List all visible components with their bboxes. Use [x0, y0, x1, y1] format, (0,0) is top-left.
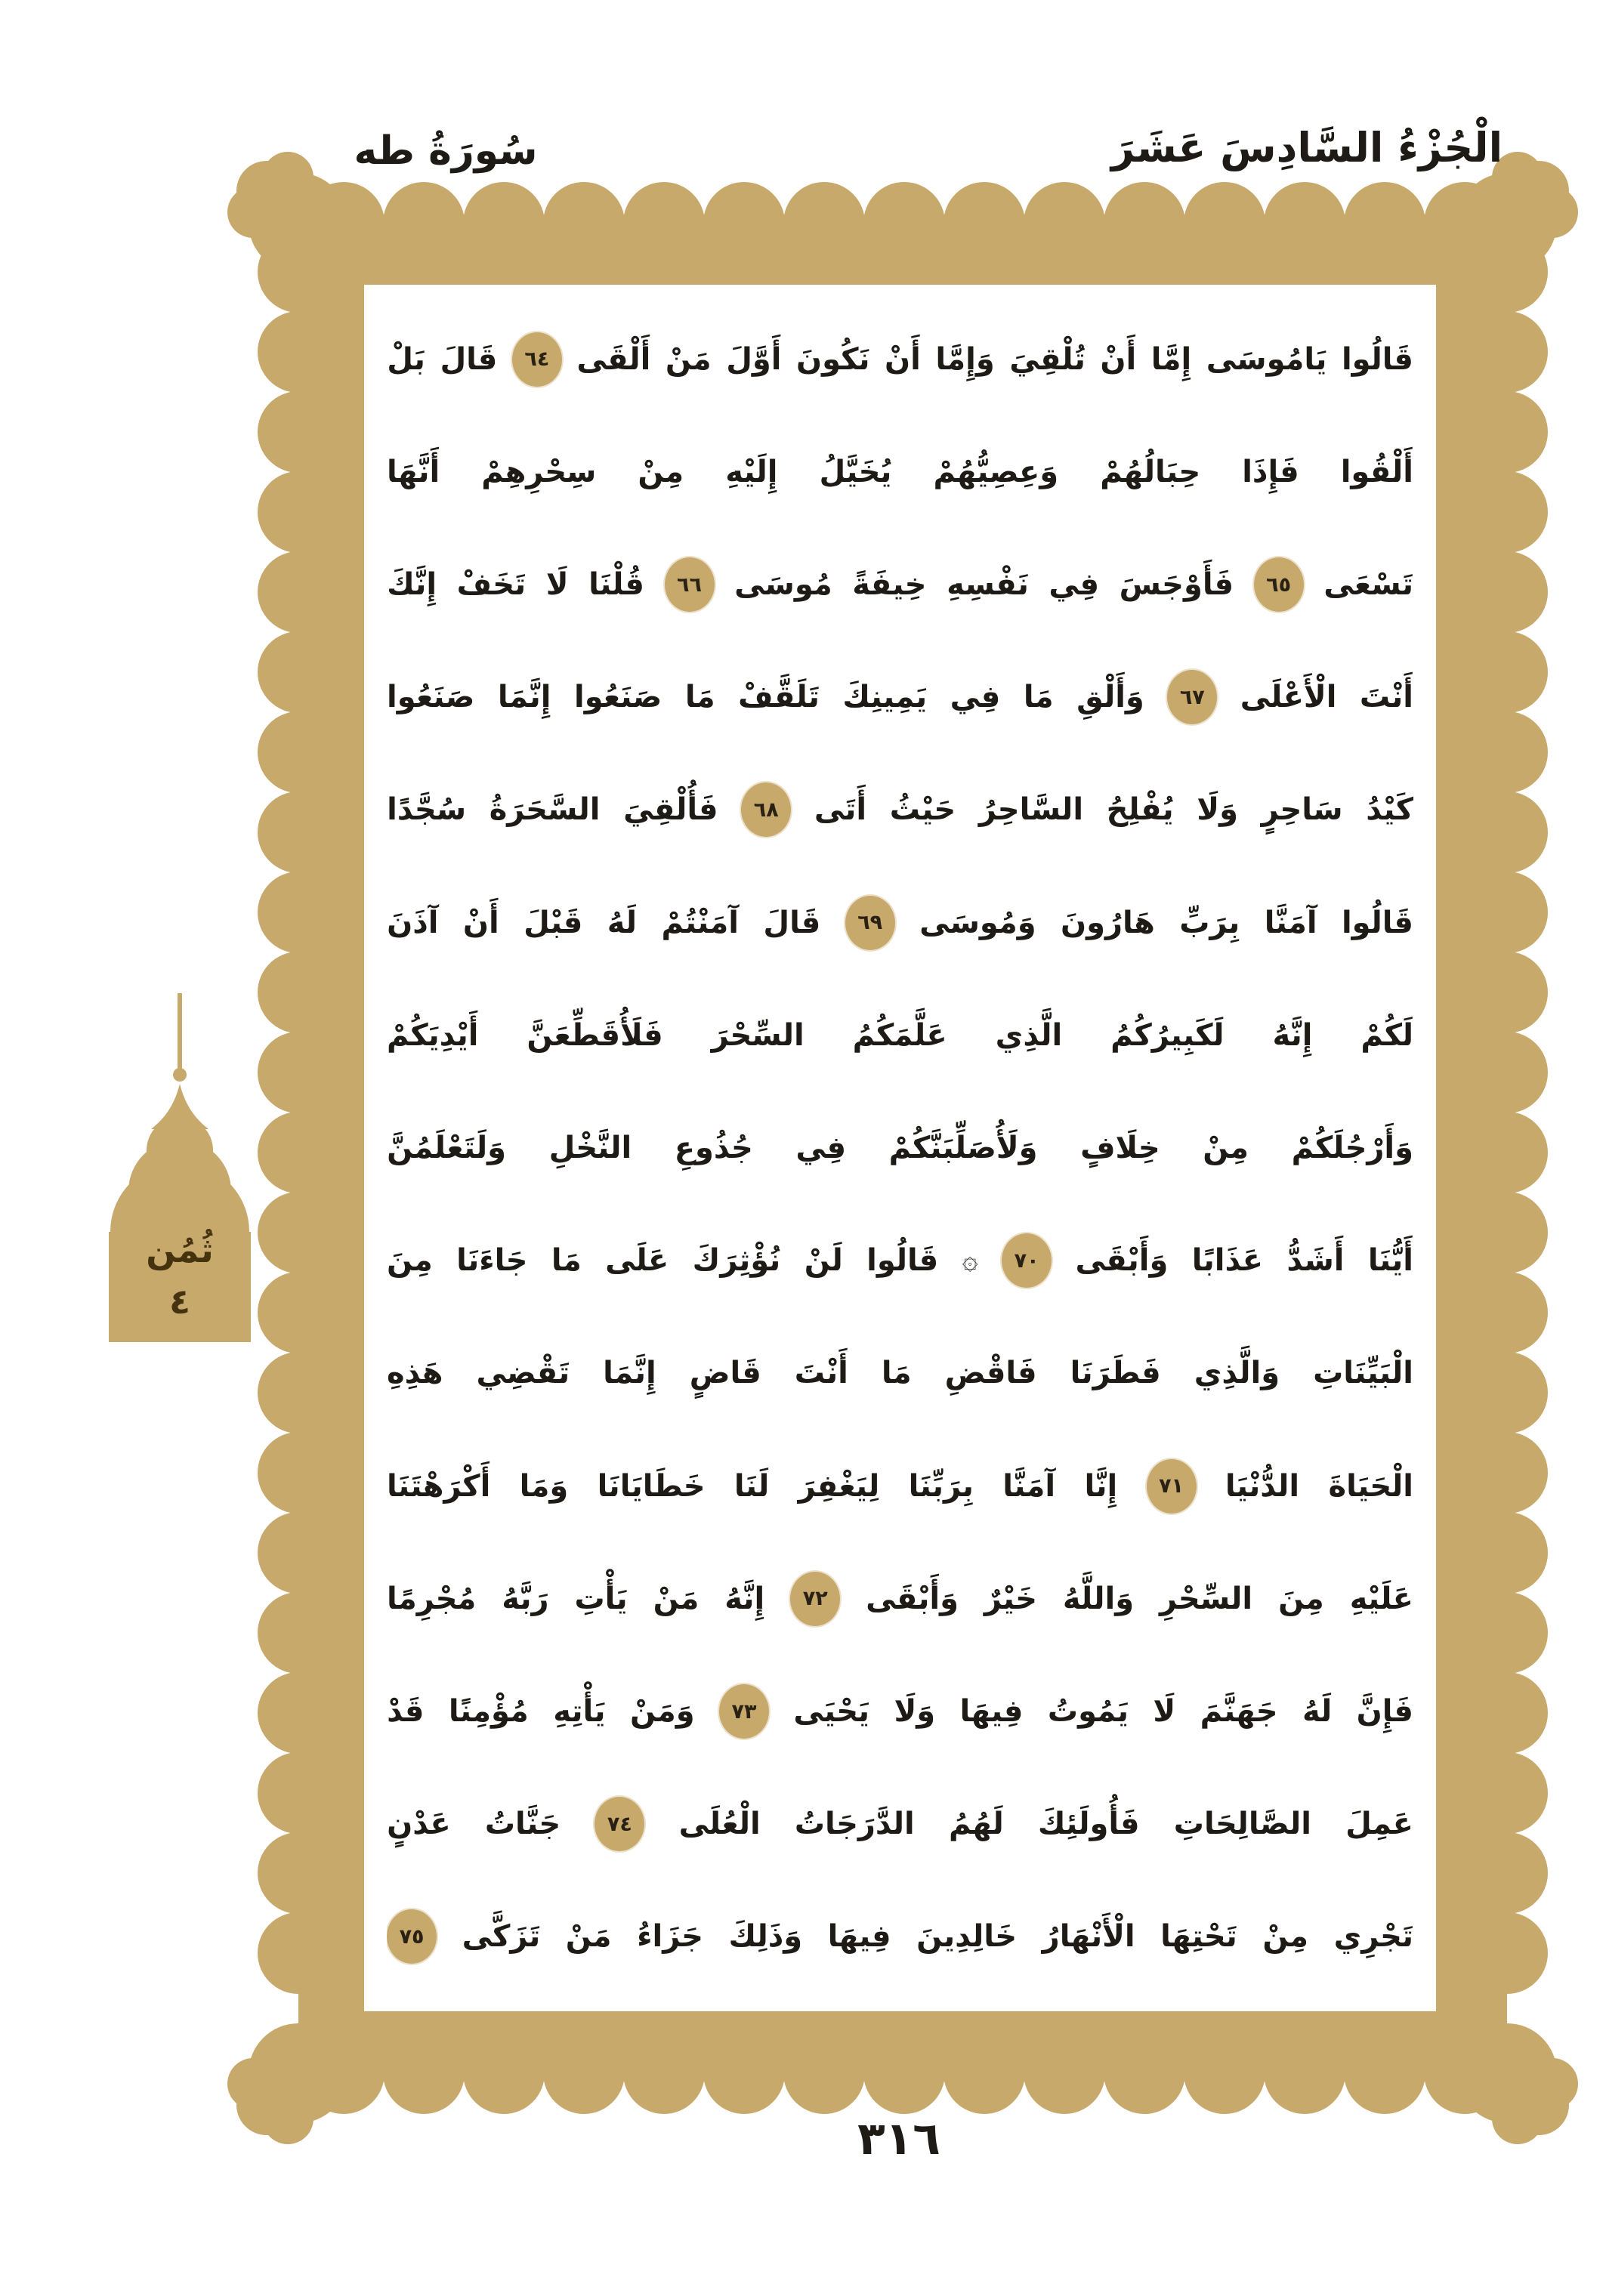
quran-word: فِي [795, 1131, 847, 1166]
quran-word: فَطَرَنَا [1070, 1356, 1161, 1391]
quran-word: إِنَّهُ [724, 1581, 765, 1616]
quran-line [387, 1430, 1413, 1542]
quran-word: أَتَى [814, 792, 867, 828]
quran-line [387, 866, 1413, 979]
quran-word: مَا [551, 1243, 582, 1279]
quran-word: جَزَاءُ [637, 1919, 703, 1955]
quran-word: قَالَ [440, 341, 498, 377]
quran-word: وَاللَّهُ [1062, 1581, 1135, 1616]
quran-word: الْأَعْلَى [1240, 680, 1337, 715]
quran-word: مَنْ [653, 1581, 700, 1616]
quran-line [387, 1655, 1413, 1767]
quran-word: أَنْ [885, 341, 921, 377]
quran-word: صَنَعُوا [573, 680, 662, 715]
quran-word: إِنَّمَا [497, 680, 551, 715]
quran-word: يُفْلِحُ [1106, 792, 1174, 828]
quran-word: مُوسَى [734, 567, 832, 602]
marker-finial-ball [173, 1068, 187, 1082]
frame-corner-lobe [1527, 2058, 1578, 2109]
thumn-value: ٤ [168, 1281, 191, 1322]
quran-word: مِنَ [1278, 1581, 1324, 1616]
quran-word: لَا [1153, 1694, 1176, 1730]
ayah-number-rosette: ٧٤ [595, 1797, 644, 1851]
quran-word: الدُّنْيَا [1225, 1468, 1300, 1504]
quran-word: تَقْضِي [476, 1356, 570, 1391]
ayah-number-rosette: ٦٥ [1254, 557, 1304, 612]
quran-word: وَمَا [519, 1468, 569, 1504]
quran-word: لَنَا [734, 1468, 770, 1504]
quran-word: إِنَّا [1084, 1468, 1118, 1504]
quran-word: أَنْتَ [794, 1356, 848, 1391]
quran-line [387, 1091, 1413, 1204]
quran-word: وَعِصِيُّهُمْ [933, 454, 1059, 489]
ayah-number-rosette: ٧٥ [387, 1909, 437, 1964]
quran-word: بِرَبِّنَا [908, 1468, 974, 1504]
quran-word: عَمِلَ [1345, 1807, 1413, 1842]
quran-word: السَّاحِرُ [978, 792, 1084, 828]
quran-word: الصَّالِحَاتِ [1173, 1807, 1311, 1842]
quran-word: يَمُوتُ [1047, 1694, 1129, 1730]
quran-word: حِبَالُهُمْ [1100, 454, 1201, 489]
quran-word: أَكْرَهْتَنَا [387, 1468, 491, 1504]
quran-word: مِنْ [1203, 1131, 1249, 1166]
quran-word: وَلَتَعْلَمُنَّ [387, 1131, 507, 1166]
frame-corner-lobe [227, 187, 279, 238]
quran-word: فَإِذَا [1242, 454, 1299, 489]
quran-word: فَاقْضِ [944, 1356, 1037, 1391]
quran-word: آمَنَّا [1002, 1468, 1056, 1504]
juz-title: الْجُزْءُ السَّادِسَ عَشَرَ [1110, 123, 1503, 171]
quran-word: مُجْرِمًا [387, 1581, 477, 1616]
quran-word: لَهُمُ [948, 1807, 1004, 1842]
quran-word: قَالُوا [1341, 905, 1413, 940]
quran-text-area [364, 285, 1436, 2011]
marker-finial-stick [178, 993, 182, 1069]
quran-line [387, 1317, 1413, 1430]
quran-word: تَلَقَّفْ [738, 680, 820, 715]
surah-title: سُورَةُ طه [354, 128, 538, 174]
quran-word: إِنَّمَا [603, 1356, 656, 1391]
quran-word: وَأَبْقَى [1075, 1243, 1169, 1279]
quran-line [387, 979, 1413, 1091]
quran-word: الْأَنْهَارُ [1042, 1919, 1135, 1955]
quran-word: فَأُولَئِكَ [1037, 1807, 1140, 1842]
quran-word: نَكُونَ [795, 341, 870, 377]
quran-word: خَالِدِينَ [916, 1919, 1018, 1955]
quran-word: إِلَيْهِ [725, 454, 778, 489]
quran-word: هَارُونَ [1061, 905, 1155, 940]
quran-word: بِرَبِّ [1179, 905, 1240, 940]
quran-word: جَاءَنَا [456, 1243, 528, 1279]
quran-word: قَدْ [387, 1694, 425, 1730]
thumn-label: ثُمُن [146, 1230, 214, 1270]
quran-word: لَنْ [804, 1243, 843, 1279]
quran-word: إِمَّا [1150, 341, 1192, 377]
ayah-number-rosette: ٦٩ [845, 896, 895, 950]
quran-word: السَّحَرَةُ [489, 792, 601, 828]
quran-word: الْحَيَاةَ [1328, 1468, 1413, 1504]
quran-line [387, 1542, 1413, 1655]
quran-word: النَّخْلِ [548, 1131, 632, 1166]
quran-word: أَلْقَى [576, 341, 651, 377]
ayah-number-rosette: ٦٤ [512, 332, 562, 387]
quran-word: وَأَرْجُلَكُمْ [1291, 1131, 1413, 1166]
quran-word: هَذِهِ [387, 1356, 443, 1391]
quran-word: لِيَغْفِرَ [798, 1468, 880, 1504]
quran-line [387, 1205, 1413, 1317]
quran-word: وَأَبْقَى [866, 1581, 959, 1616]
quran-word: وَلَأُصَلِّبَنَّكُمْ [888, 1131, 1038, 1166]
quran-word: فِيهَا [827, 1919, 891, 1955]
quran-word: مَنْ [565, 1919, 612, 1955]
quran-word: قَاضٍ [689, 1356, 761, 1391]
quran-word: إِنَّهُ [1272, 1017, 1313, 1053]
page-number: ٣١٦ [857, 2112, 940, 2165]
quran-word: عَذَابًا [1191, 1243, 1263, 1279]
quran-line [387, 754, 1413, 866]
quran-word: أَيْدِيَكُمْ [387, 1017, 479, 1053]
quran-word: وَمُوسَى [919, 905, 1036, 940]
quran-word: مَا [684, 680, 715, 715]
quran-word: لَا [545, 567, 569, 602]
quran-word: قَالُوا [1341, 341, 1413, 377]
quran-word: الَّذِي [995, 1017, 1063, 1053]
ayah-number-rosette: ٦٧ [1167, 670, 1217, 724]
quran-word: مَا [1023, 680, 1054, 715]
quran-word: تَزَكَّى [462, 1919, 541, 1955]
quran-word: عَلَّمَكُمُ [852, 1017, 947, 1053]
quran-word: آذَنَ [387, 905, 439, 940]
quran-word: خِيفَةً [852, 567, 927, 602]
quran-word: أَنْ [462, 905, 499, 940]
quran-word: سِحْرِهِمْ [481, 454, 597, 489]
quran-word: بَلْ [387, 341, 425, 377]
quran-word: تَخَفْ [456, 567, 527, 602]
quran-word: سُجَّدًا [387, 792, 467, 828]
quran-word: خَيْرٌ [984, 1581, 1037, 1616]
quran-word: أَيُّنَا [1367, 1243, 1413, 1279]
quran-word: آمَنَّا [1264, 905, 1317, 940]
quran-word: مَا [881, 1356, 912, 1391]
ayah-number-rosette: ٧١ [1147, 1459, 1197, 1514]
quran-word: أَنْ [1100, 341, 1137, 377]
quran-word: وَمَنْ [629, 1694, 695, 1730]
quran-word: نُؤْثِرَكَ [692, 1243, 781, 1279]
quran-word: يَأْتِ [574, 1581, 628, 1616]
quran-word: عَلَى [605, 1243, 669, 1279]
quran-word: لَكُمْ [1360, 1017, 1413, 1053]
quran-word: أَنْتَ [1359, 680, 1413, 715]
quran-word: كَيْدُ [1366, 792, 1413, 828]
quran-word: الْبَيِّنَاتِ [1313, 1356, 1413, 1391]
quran-word: مِنْ [1262, 1919, 1309, 1955]
quran-word: السِّحْرِ [1159, 1581, 1253, 1616]
quran-word: مُؤْمِنًا [448, 1694, 529, 1730]
frame-corner-lobe [227, 2058, 279, 2109]
quran-word: صَنَعُوا [387, 680, 475, 715]
quran-line [387, 641, 1413, 754]
ayah-number-rosette: ٦٨ [741, 782, 791, 837]
quran-word: لَكَبِيرُكُمُ [1110, 1017, 1225, 1053]
quran-line [387, 1881, 1413, 1993]
quran-word: وَإِمَّا [935, 341, 995, 377]
quran-word: فَأُلْقِيَ [623, 792, 718, 828]
quran-word: وَلَا [1197, 792, 1238, 828]
quran-word: تَجْرِي [1333, 1919, 1413, 1955]
quran-word: جَهَنَّمَ [1200, 1694, 1278, 1730]
quran-word: مَنْ [665, 341, 712, 377]
quran-word: خَطَايَانَا [597, 1468, 706, 1504]
quran-word: أَشَدُّ [1286, 1243, 1345, 1279]
quran-word: تَسْعَى [1323, 567, 1413, 602]
quran-word: يَحْيَى [793, 1694, 870, 1730]
quran-word: يَأْتِهِ [553, 1694, 606, 1730]
frame-corner-lobe [1527, 187, 1578, 238]
quran-line [387, 1768, 1413, 1881]
quran-word: إِنَّكَ [387, 567, 437, 602]
quran-word: فِي [1049, 567, 1100, 602]
quran-word: آمَنْتُمْ [661, 905, 739, 940]
quran-word: الدَّرَجَاتُ [794, 1807, 915, 1842]
ayah-number-rosette: ٧٠ [1002, 1233, 1052, 1288]
quran-word: أَنَّهَا [387, 454, 440, 489]
quran-word: تُلْقِيَ [1009, 341, 1086, 377]
quran-line [387, 303, 1413, 415]
rub-el-hizb-icon: ۞ [962, 1245, 978, 1276]
quran-line [387, 415, 1413, 528]
quran-word: قُلْنَا [588, 567, 644, 602]
thumn-margin-marker [104, 993, 255, 1342]
quran-word: سَاحِرٍ [1261, 792, 1343, 828]
quran-word: السِّحْرَ [711, 1017, 805, 1053]
quran-word: فِي [950, 680, 1001, 715]
quran-word: رَبَّهُ [502, 1581, 549, 1616]
quran-word: أَلْقُوا [1340, 454, 1413, 489]
quran-word: لَهُ [1302, 1694, 1333, 1730]
quran-word: أَوَّلَ [726, 341, 782, 377]
quran-word: جُذُوعِ [674, 1131, 753, 1166]
quran-word: وَلَا [894, 1694, 936, 1730]
quran-word: عَلَيْهِ [1349, 1581, 1413, 1616]
quran-word: لَهُ [607, 905, 638, 940]
quran-word: قَالُوا [866, 1243, 939, 1279]
quran-word: يَامُوسَى [1206, 341, 1327, 377]
quran-word: نَفْسِهِ [947, 567, 1029, 602]
quran-word: قَبْلَ [523, 905, 583, 940]
quran-line [387, 528, 1413, 640]
ayah-number-rosette: ٧٢ [790, 1572, 840, 1626]
quran-word: قَالَ [763, 905, 821, 940]
quran-word: وَالَّذِي [1194, 1356, 1280, 1391]
quran-word: فَلَأُقَطِّعَنَّ [527, 1017, 663, 1053]
ayah-number-rosette: ٦٦ [665, 557, 715, 612]
quran-word: يَمِينِكَ [842, 680, 928, 715]
quran-word: عَدْنٍ [387, 1807, 451, 1842]
quran-word: حَيْثُ [889, 792, 956, 828]
quran-word: جَنَّاتُ [484, 1807, 561, 1842]
quran-word: يُخَيَّلُ [819, 454, 892, 489]
quran-word: فِيهَا [959, 1694, 1024, 1730]
quran-word: وَأَلْقِ [1076, 680, 1144, 715]
quran-word: مِنَ [387, 1243, 433, 1279]
quran-word: مِنْ [638, 454, 684, 489]
quran-word: فَإِنَّ [1356, 1694, 1413, 1730]
ayah-number-rosette: ٧٣ [719, 1684, 769, 1739]
quran-word: وَذَلِكَ [728, 1919, 803, 1955]
quran-word: خِلَافٍ [1080, 1131, 1160, 1166]
quran-word: فَأَوْجَسَ [1119, 567, 1234, 602]
quran-word: تَحْتِهَا [1160, 1919, 1237, 1955]
quran-word: الْعُلَى [678, 1807, 761, 1842]
